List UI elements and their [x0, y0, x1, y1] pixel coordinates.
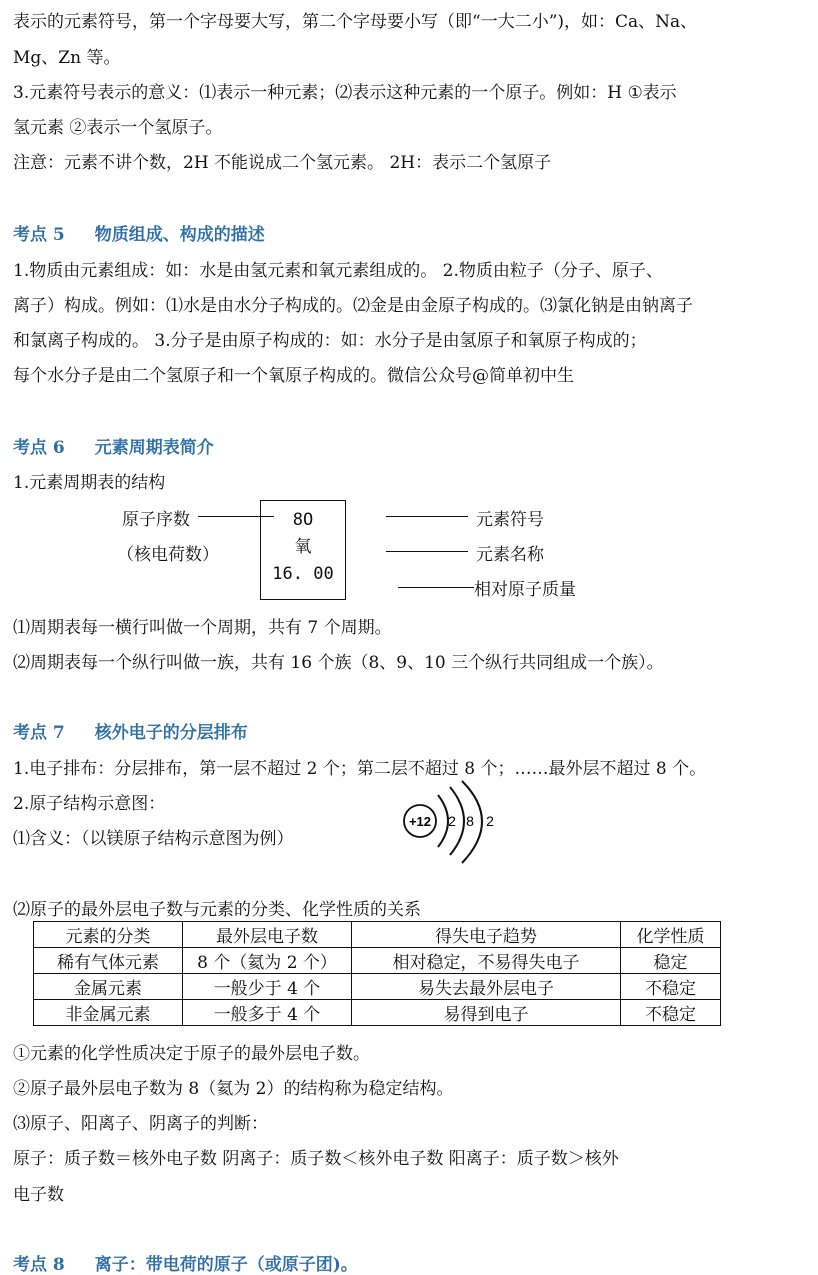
table-header: 得失电子趋势 [352, 922, 621, 948]
table-row [34, 948, 721, 974]
shell-electron-count: 2 [486, 813, 494, 829]
text-line: ⑴含义：（以镁原子结构示意图为例） [13, 829, 294, 849]
text-line: ⑵周期表每一个纵行叫做一族，共有 16 个族（8、9、10 三个纵行共同组成一个族）。 [13, 653, 664, 673]
magnesium-atom-diagram [398, 775, 508, 870]
pointer-line [386, 516, 468, 517]
text-line: 3.元素符号表示的意义：⑴表示一种元素；⑵表示这种元素的一个原子。例如：H ①表示 [13, 83, 677, 103]
pointer-line [398, 587, 474, 588]
text-line: ①元素的化学性质决定于原子的最外层电子数。 [13, 1044, 370, 1064]
text-line: ⑴周期表每一横行叫做一个周期，共有 7 个周期。 [13, 618, 392, 638]
shell-electron-count: 2 [448, 813, 456, 829]
text-line: 1.物质由元素组成：如：水是由氢元素和氧元素组成的。 2.物质由粒子（分子、原子、 [13, 261, 663, 281]
table-header-row [34, 922, 721, 948]
text-line: 2.原子结构示意图： [13, 794, 166, 814]
heading-title: 核外电子的分层排布 [94, 723, 248, 743]
section-heading [13, 1250, 358, 1275]
atomic-mass: 16. 00 [272, 564, 334, 584]
nuclear-charge-label: （核电荷数） [117, 545, 219, 565]
text-line: 1.电子排布：分层排布，第一层不超过 2 个；第二层不超过 8 个；……最外层不超过 8 个。 [13, 759, 707, 779]
table-cell: 不稳定 [621, 1000, 721, 1026]
heading-number: 考点 7 [13, 723, 65, 743]
electron-shell-arc [438, 795, 448, 847]
table-header: 元素的分类 [34, 922, 183, 948]
text-line: ⑵原子的最外层电子数与元素的分类、化学性质的关系 [13, 900, 421, 920]
text-line: ⑶原子、阳离子、阴离子的判断： [13, 1114, 268, 1134]
table-cell: 一般少于 4 个 [183, 974, 352, 1000]
atomic-number-label: 原子序数 [122, 510, 190, 530]
name-label: 元素名称 [476, 545, 544, 565]
element-name: 氧 [294, 537, 312, 557]
table-row [34, 1000, 721, 1026]
text-line: Mg、Zn 等。 [13, 48, 121, 68]
table-cell: 稳定 [621, 948, 721, 974]
pointer-line [386, 551, 468, 552]
section-heading [13, 718, 248, 743]
table-cell: 易失去最外层电子 [352, 974, 621, 1000]
text-line: 和氯离子构成的。 3.分子是由原子构成的：如：水分子是由氢原子和氧原子构成的； [13, 331, 647, 351]
text-line: 1.元素周期表的结构 [13, 473, 166, 493]
table-cell: 不稳定 [621, 974, 721, 1000]
table-row [34, 974, 721, 1000]
table-cell: 8 个（氦为 2 个） [183, 948, 352, 974]
text-line: 表示的元素符号，第一个字母要大写，第二个字母要小写（即“一大二小”)，如：Ca、Na、 [13, 12, 698, 32]
symbol-label: 元素符号 [476, 510, 544, 530]
table-cell: 稀有气体元素 [34, 948, 183, 974]
heading-title: 离子：带电荷的原子（或原子团)。 [94, 1255, 358, 1275]
heading-title: 物质组成、构成的描述 [94, 225, 265, 245]
table-header: 化学性质 [621, 922, 721, 948]
heading-title: 元素周期表简介 [94, 438, 214, 458]
mass-label: 相对原子质量 [474, 580, 576, 600]
section-heading [13, 433, 214, 458]
text-line: 氢元素 ②表示一个氢原子。 [13, 118, 223, 138]
element-classification-table [33, 921, 721, 1026]
heading-number: 考点 6 [13, 438, 65, 458]
text-line: 电子数 [13, 1185, 64, 1205]
heading-number: 考点 8 [13, 1255, 65, 1275]
text-line: 原子：质子数＝核外电子数 阴离子：质子数＜核外电子数 阳离子：质子数＞核外 [13, 1149, 619, 1169]
table-cell: 相对稳定，不易得失电子 [352, 948, 621, 974]
text-line: ②原子最外层电子数为 8（氦为 2）的结构称为稳定结构。 [13, 1079, 454, 1099]
table-cell: 易得到电子 [352, 1000, 621, 1026]
table-header: 最外层电子数 [183, 922, 352, 948]
table-cell: 一般多于 4 个 [183, 1000, 352, 1026]
text-line: 离子）构成。例如：⑴水是由水分子构成的。⑵金是由金原子构成的。⑶氯化钠是由钠离子 [13, 296, 693, 316]
element-symbol: 8O [292, 510, 314, 530]
text-line: 每个水分子是由二个氢原子和一个氧原子构成的。微信公众号@简单初中生 [13, 366, 574, 386]
element-cell [260, 500, 346, 600]
nucleus-charge: +12 [408, 814, 432, 829]
section-heading [13, 220, 265, 245]
text-line: 注意：元素不讲个数，2H 不能说成二个氢元素。 2H：表示二个氢原子 [13, 153, 552, 173]
heading-number: 考点 5 [13, 225, 65, 245]
table-cell: 金属元素 [34, 974, 183, 1000]
shell-electron-count: 8 [466, 813, 474, 829]
table-cell: 非金属元素 [34, 1000, 183, 1026]
